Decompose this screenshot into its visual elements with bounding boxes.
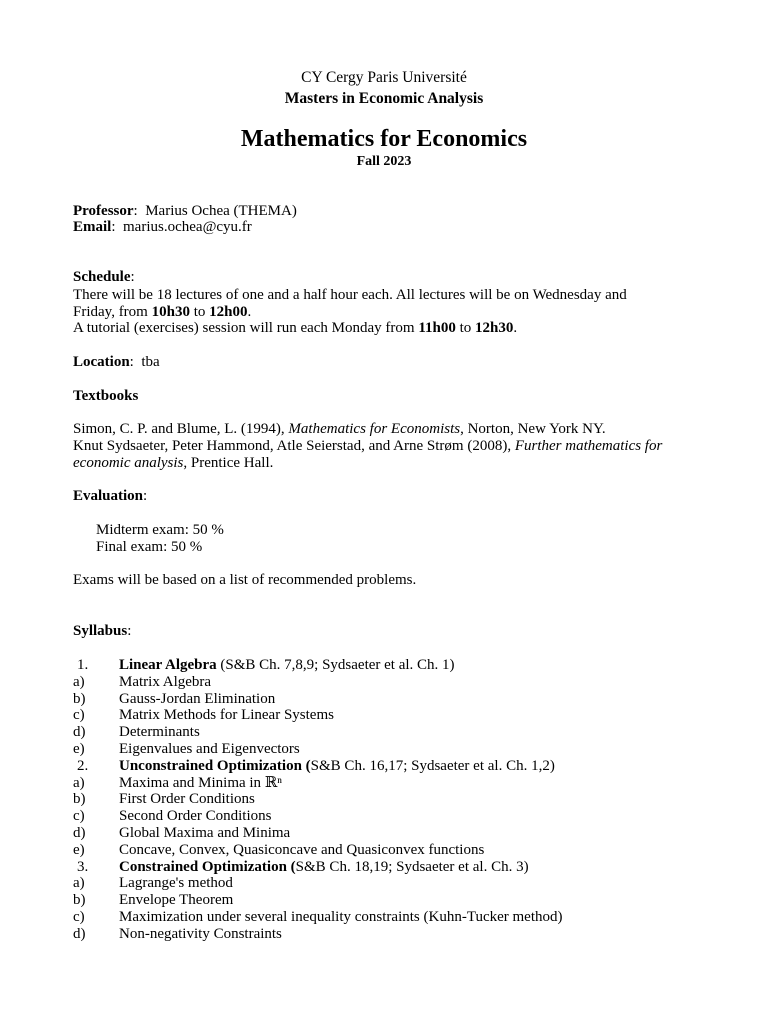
email-label: Email [73, 219, 112, 235]
item-text: Maxima and Minima in ℝⁿ [119, 774, 283, 791]
textbook-text: , Prentice Hall. [183, 455, 274, 471]
textbook-2 [73, 438, 662, 455]
program-name: Masters in Economic Analysis [284, 90, 484, 107]
item-text: Concave, Convex, Quasiconcave and Quasiconvex functions [119, 841, 485, 858]
item-marker: d) [73, 824, 86, 841]
schedule-line-2 [73, 304, 251, 321]
item-marker: a) [73, 673, 85, 690]
item-text: Maximization under several inequality constraints (Kuhn-Tucker method) [119, 908, 563, 925]
schedule-text: . [513, 320, 518, 336]
item-marker: c) [73, 707, 85, 724]
professor-line: Professor: Marius Ochea (THEMA) [73, 203, 297, 219]
schedule-text: A tutorial (exercises) session will run each Monday from [73, 320, 419, 336]
textbook-title: Further mathematics for [514, 438, 663, 454]
evaluation-note: Exams will be based on a list of recommended problems. [73, 572, 417, 588]
schedule-heading: Schedule: [73, 269, 135, 285]
location-value: tba [141, 354, 160, 370]
schedule-text: Friday, from [73, 304, 152, 320]
syllabus-heading: Syllabus: [73, 623, 132, 639]
section-reference: S&B Ch. 18,19; Sydsaeter et al. Ch. 3) [295, 858, 529, 875]
email-line: Email: marius.ochea@cyu.fr [73, 219, 252, 235]
item-text: Lagrange's method [119, 875, 233, 892]
item-marker: d) [73, 925, 86, 942]
item-text: Envelope Theorem [119, 892, 234, 909]
item-marker: c) [73, 908, 85, 925]
item-marker: b) [73, 892, 86, 909]
section-number: 1. [77, 657, 89, 673]
section-title: Linear Algebra [119, 657, 217, 673]
textbooks-label: Textbooks [73, 388, 139, 404]
course-term: Fall 2023 [356, 154, 412, 169]
schedule-text: to [189, 304, 210, 320]
item-marker: b) [73, 690, 86, 707]
textbook-title: Mathematics for Economists [288, 421, 461, 437]
schedule-line-1: There will be 18 lectures of one and a half hour each. All lectures will be on Wednesday and [73, 287, 627, 303]
item-marker: e) [73, 740, 85, 757]
item-marker: c) [73, 808, 85, 825]
item-text: First Order Conditions [119, 791, 255, 808]
textbooks-heading [73, 388, 138, 405]
location-line: Location: tba [73, 354, 160, 370]
section-number: 2. [77, 757, 89, 774]
professor-label: Professor [73, 203, 134, 219]
schedule-time: 10h30 [151, 304, 190, 320]
location-label: Location [73, 354, 130, 370]
item-marker: e) [73, 841, 85, 858]
section-number: 3. [77, 858, 89, 875]
evaluation-heading: Evaluation: [73, 488, 148, 504]
schedule-time: 11h00 [418, 320, 456, 336]
item-marker: a) [73, 875, 85, 892]
textbook-text: Simon, C. P. and Blume, L. (1994), [73, 421, 289, 437]
item-marker: a) [73, 774, 85, 791]
university-name: CY Cergy Paris Université [301, 69, 467, 86]
syllabus-label: Syllabus [73, 623, 128, 639]
item-text: Global Maxima and Minima [119, 824, 291, 841]
item-text: Second Order Conditions [119, 808, 272, 825]
textbook-text: Knut Sydsaeter, Peter Hammond, Atle Seierstad, and Arne Strøm (2008), [73, 438, 515, 454]
textbook-2-cont [73, 455, 273, 472]
schedule-line-3 [73, 320, 517, 337]
textbook-text: , Norton, New York NY. [460, 421, 606, 437]
evaluation-item: Midterm exam: 50 % [96, 522, 224, 538]
item-text: Eigenvalues and Eigenvectors [119, 740, 300, 757]
item-text: Matrix Algebra [119, 673, 212, 690]
schedule-time: 12h30 [475, 320, 514, 336]
evaluation-label: Evaluation [73, 488, 144, 504]
item-text: Gauss-Jordan Elimination [119, 690, 276, 707]
schedule-label: Schedule [73, 269, 131, 285]
section-title: Unconstrained Optimization ( [119, 757, 311, 774]
item-marker: d) [73, 724, 86, 741]
course-title: Mathematics for Economics [240, 126, 528, 152]
item-text: Matrix Methods for Linear Systems [119, 707, 334, 724]
item-text: Non-negativity Constraints [119, 925, 282, 942]
item-marker: b) [73, 791, 86, 808]
section-title: Constrained Optimization ( [119, 858, 296, 875]
schedule-text: to [455, 320, 476, 336]
schedule-time: 12h00 [209, 304, 248, 320]
textbook-1 [73, 421, 606, 438]
section-reference: (S&B Ch. 7,8,9; Sydsaeter et al. Ch. 1) [216, 657, 455, 673]
section-reference: S&B Ch. 16,17; Sydsaeter et al. Ch. 1,2) [310, 757, 555, 774]
email-value: marius.ochea@cyu.fr [123, 219, 252, 235]
item-text: Determinants [119, 724, 200, 741]
textbook-title: economic analysis [73, 455, 184, 471]
schedule-text: . [247, 304, 252, 320]
professor-value: Marius Ochea (THEMA) [145, 203, 297, 219]
evaluation-item: Final exam: 50 % [96, 539, 203, 555]
